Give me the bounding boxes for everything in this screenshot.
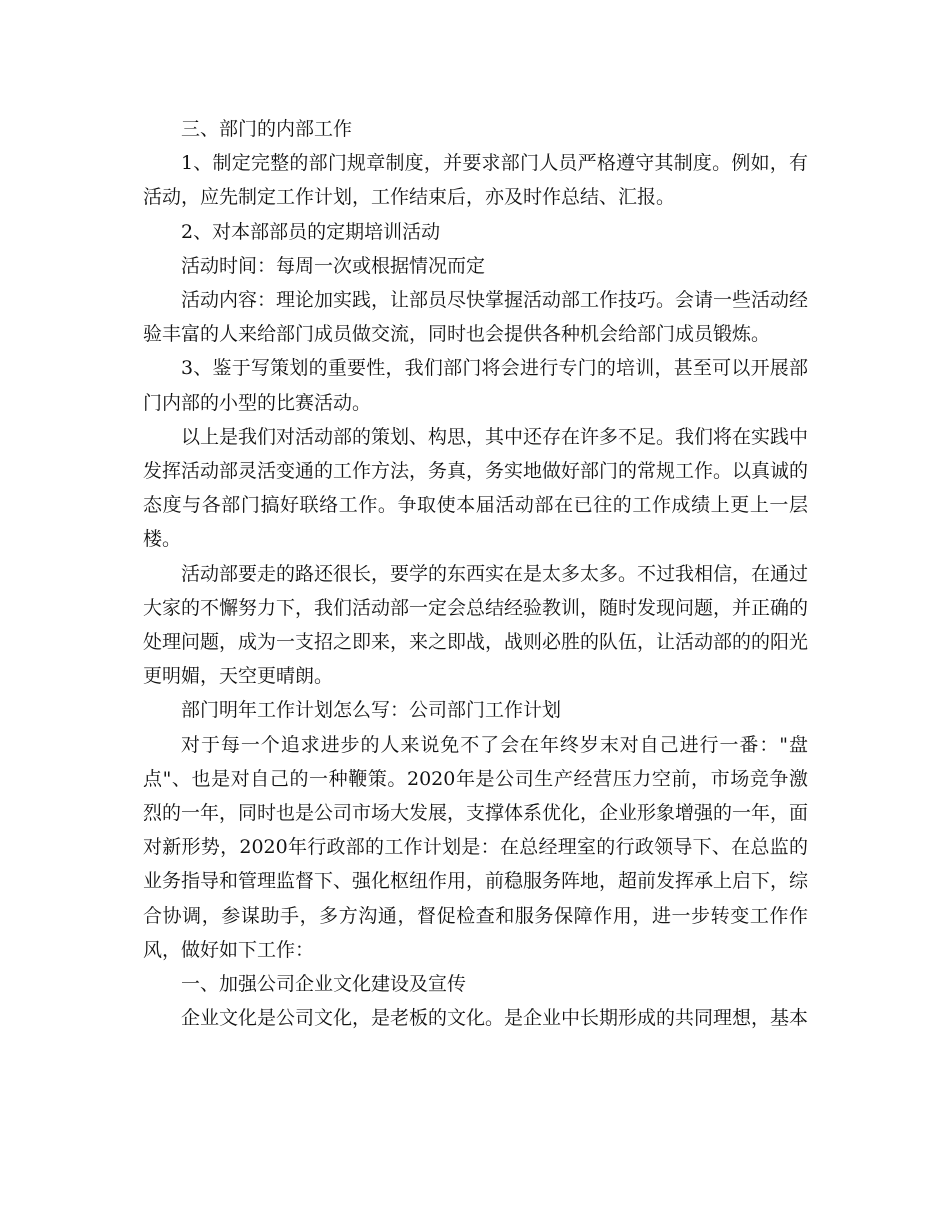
paragraph-outlook: 活动部要走的路还很长，要学的东西实在是太多太多。不过我相信，在通过大家的不懈努力下，我们活动部一定会总结经验教训，随时发现问题，并正确的处理问题，成为一支招之即来，来之即战，战则必胜的队伍，让活动部的的阳光更明媚，天空更晴朗。 [143, 562, 809, 688]
paragraph-planning-training: 3、鉴于写策划的重要性，我们部门将会进行专门的培训，甚至可以开展部门内部的小型的比赛活动。 [143, 357, 808, 414]
section-heading-culture: 一、加强公司企业文化建设及宣传 [181, 973, 467, 996]
paragraph-training-heading: 2、对本部部员的定期培训活动 [181, 220, 441, 243]
subtitle-company-plan: 部门明年工作计划怎么写：公司部门工作计划 [181, 699, 562, 722]
document-body [143, 112, 808, 1035]
paragraph-activity-content: 活动内容：理论加实践，让部员尽快掌握活动部工作技巧。会请一些活动经验丰富的人来给部门成员做交流，同时也会提供各种机会给部门成员锻炼。 [143, 289, 809, 346]
paragraph-summary: 以上是我们对活动部的策划、构思，其中还存在许多不足。我们将在实践中发挥活动部灵活变通的工作方法，务真，务实地做好部门的常规工作。以真诚的态度与各部门搞好联络工作。争取使本届活动部在已往的工作成绩上更上一层楼。 [143, 425, 809, 551]
section-heading-internal-work: 三、部门的内部工作 [181, 118, 353, 140]
paragraph-rules: 1、制定完整的部门规章制度，并要求部门人员严格遵守其制度。例如，有活动，应先制定工作计划，工作结束后，亦及时作总结、汇报。 [143, 152, 808, 209]
paragraph-annual-review: 对于每一个追求进步的人来说免不了会在年终岁末对自己进行一番："盘点"、也是对自己的一种鞭策。2020年是公司生产经营压力空前，市场竞争激烈的一年，同时也是公司市场大发展，支撑体系优化，企业形象增强的一年，面对新形势，2020年行政部的工作计划是：在总经理室的行政领导下、在总监的业务指导和管理监督下、强化枢纽作用，前稳服务阵地，超前发挥承上启下，综合协调，参谋助手，多方沟通，督促检查和服务保障作用，进一步转变工作作风，做好如下工作： [143, 733, 809, 961]
paragraph-activity-time: 活动时间：每周一次或根据情况而定 [181, 254, 486, 277]
paragraph-culture: 企业文化是公司文化，是老板的文化。是企业中长期形成的共同理想，基本 [181, 1007, 809, 1030]
